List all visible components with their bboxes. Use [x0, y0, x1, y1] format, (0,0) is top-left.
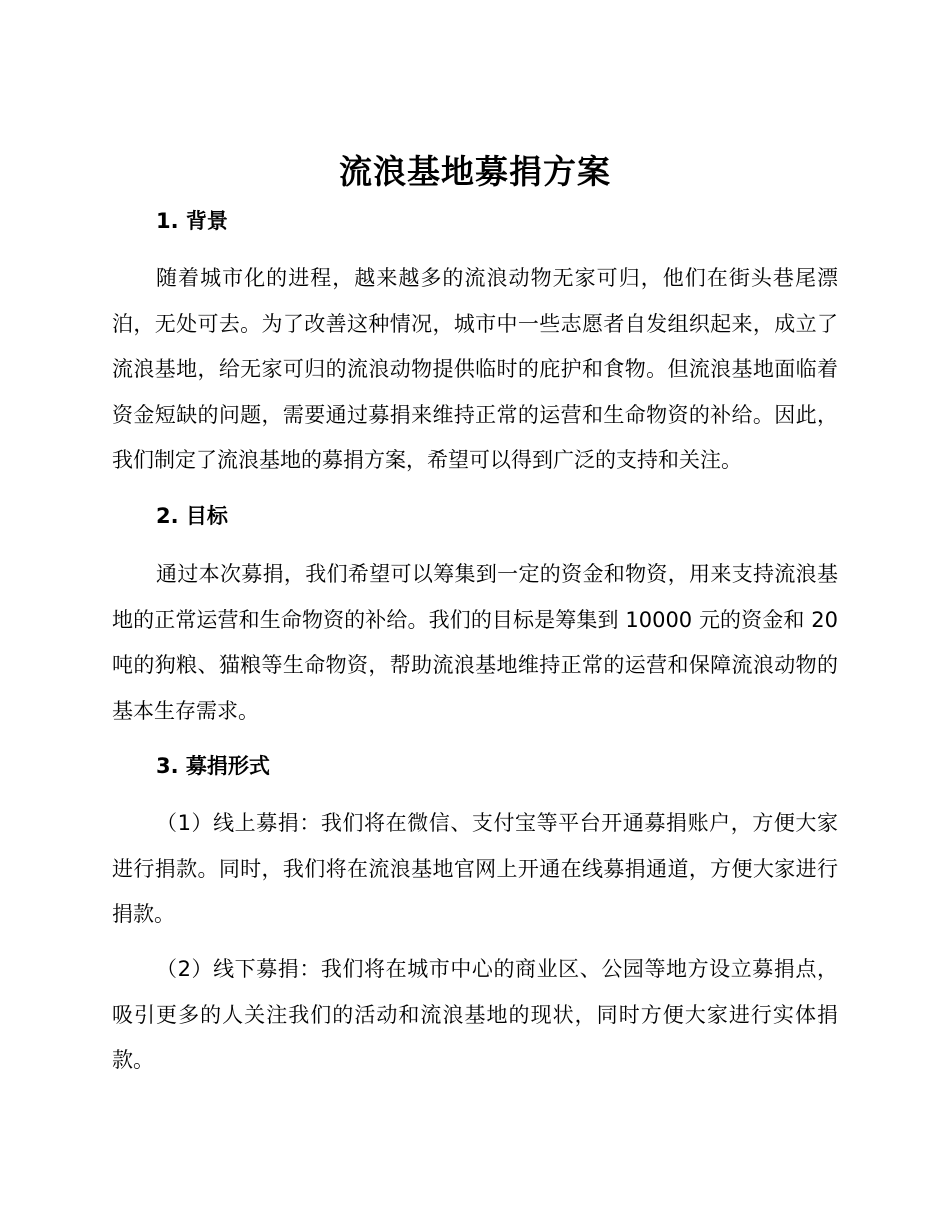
paragraph-online-donation: （1）线上募捐：我们将在微信、支付宝等平台开通募捐账户，方便大家进行捐款。同时，我们将在流浪基地官网上开通在线募捐通道，方便大家进行捐款。 — [112, 811, 838, 926]
section-heading-background: 1. 背景 — [156, 209, 228, 233]
paragraph-background: 随着城市化的进程，越来越多的流浪动物无家可归，他们在街头巷尾漂泊，无处可去。为了改善这种情况，城市中一些志愿者自发组织起来，成立了流浪基地，给无家可归的流浪动物提供临时的庇护和食物。但流浪基地面临着资金短缺的问题，需要通过募捐来维持正常的运营和生命物资的补给。因此，我们制定了流浪基地的募捐方案，希望可以得到广泛的支持和关注。 — [112, 266, 838, 472]
document-title: 流浪基地募捐方案 — [339, 152, 611, 191]
paragraph-goal: 通过本次募捐，我们希望可以筹集到一定的资金和物资，用来支持流浪基地的正常运营和生命物资的补给。我们的目标是筹集到 10000 元的资金和 20 吨的狗粮、猫粮等生命物资，帮助流浪基地维持正常的运营和保障流浪动物的基本生存需求。 — [112, 562, 838, 723]
section-heading-goal: 2. 目标 — [156, 504, 228, 528]
section-heading-donation-form: 3. 募捐形式 — [156, 754, 270, 778]
paragraph-offline-donation: （2）线下募捐：我们将在城市中心的商业区、公园等地方设立募捐点，吸引更多的人关注我们的活动和流浪基地的现状，同时方便大家进行实体捐款。 — [112, 957, 838, 1072]
